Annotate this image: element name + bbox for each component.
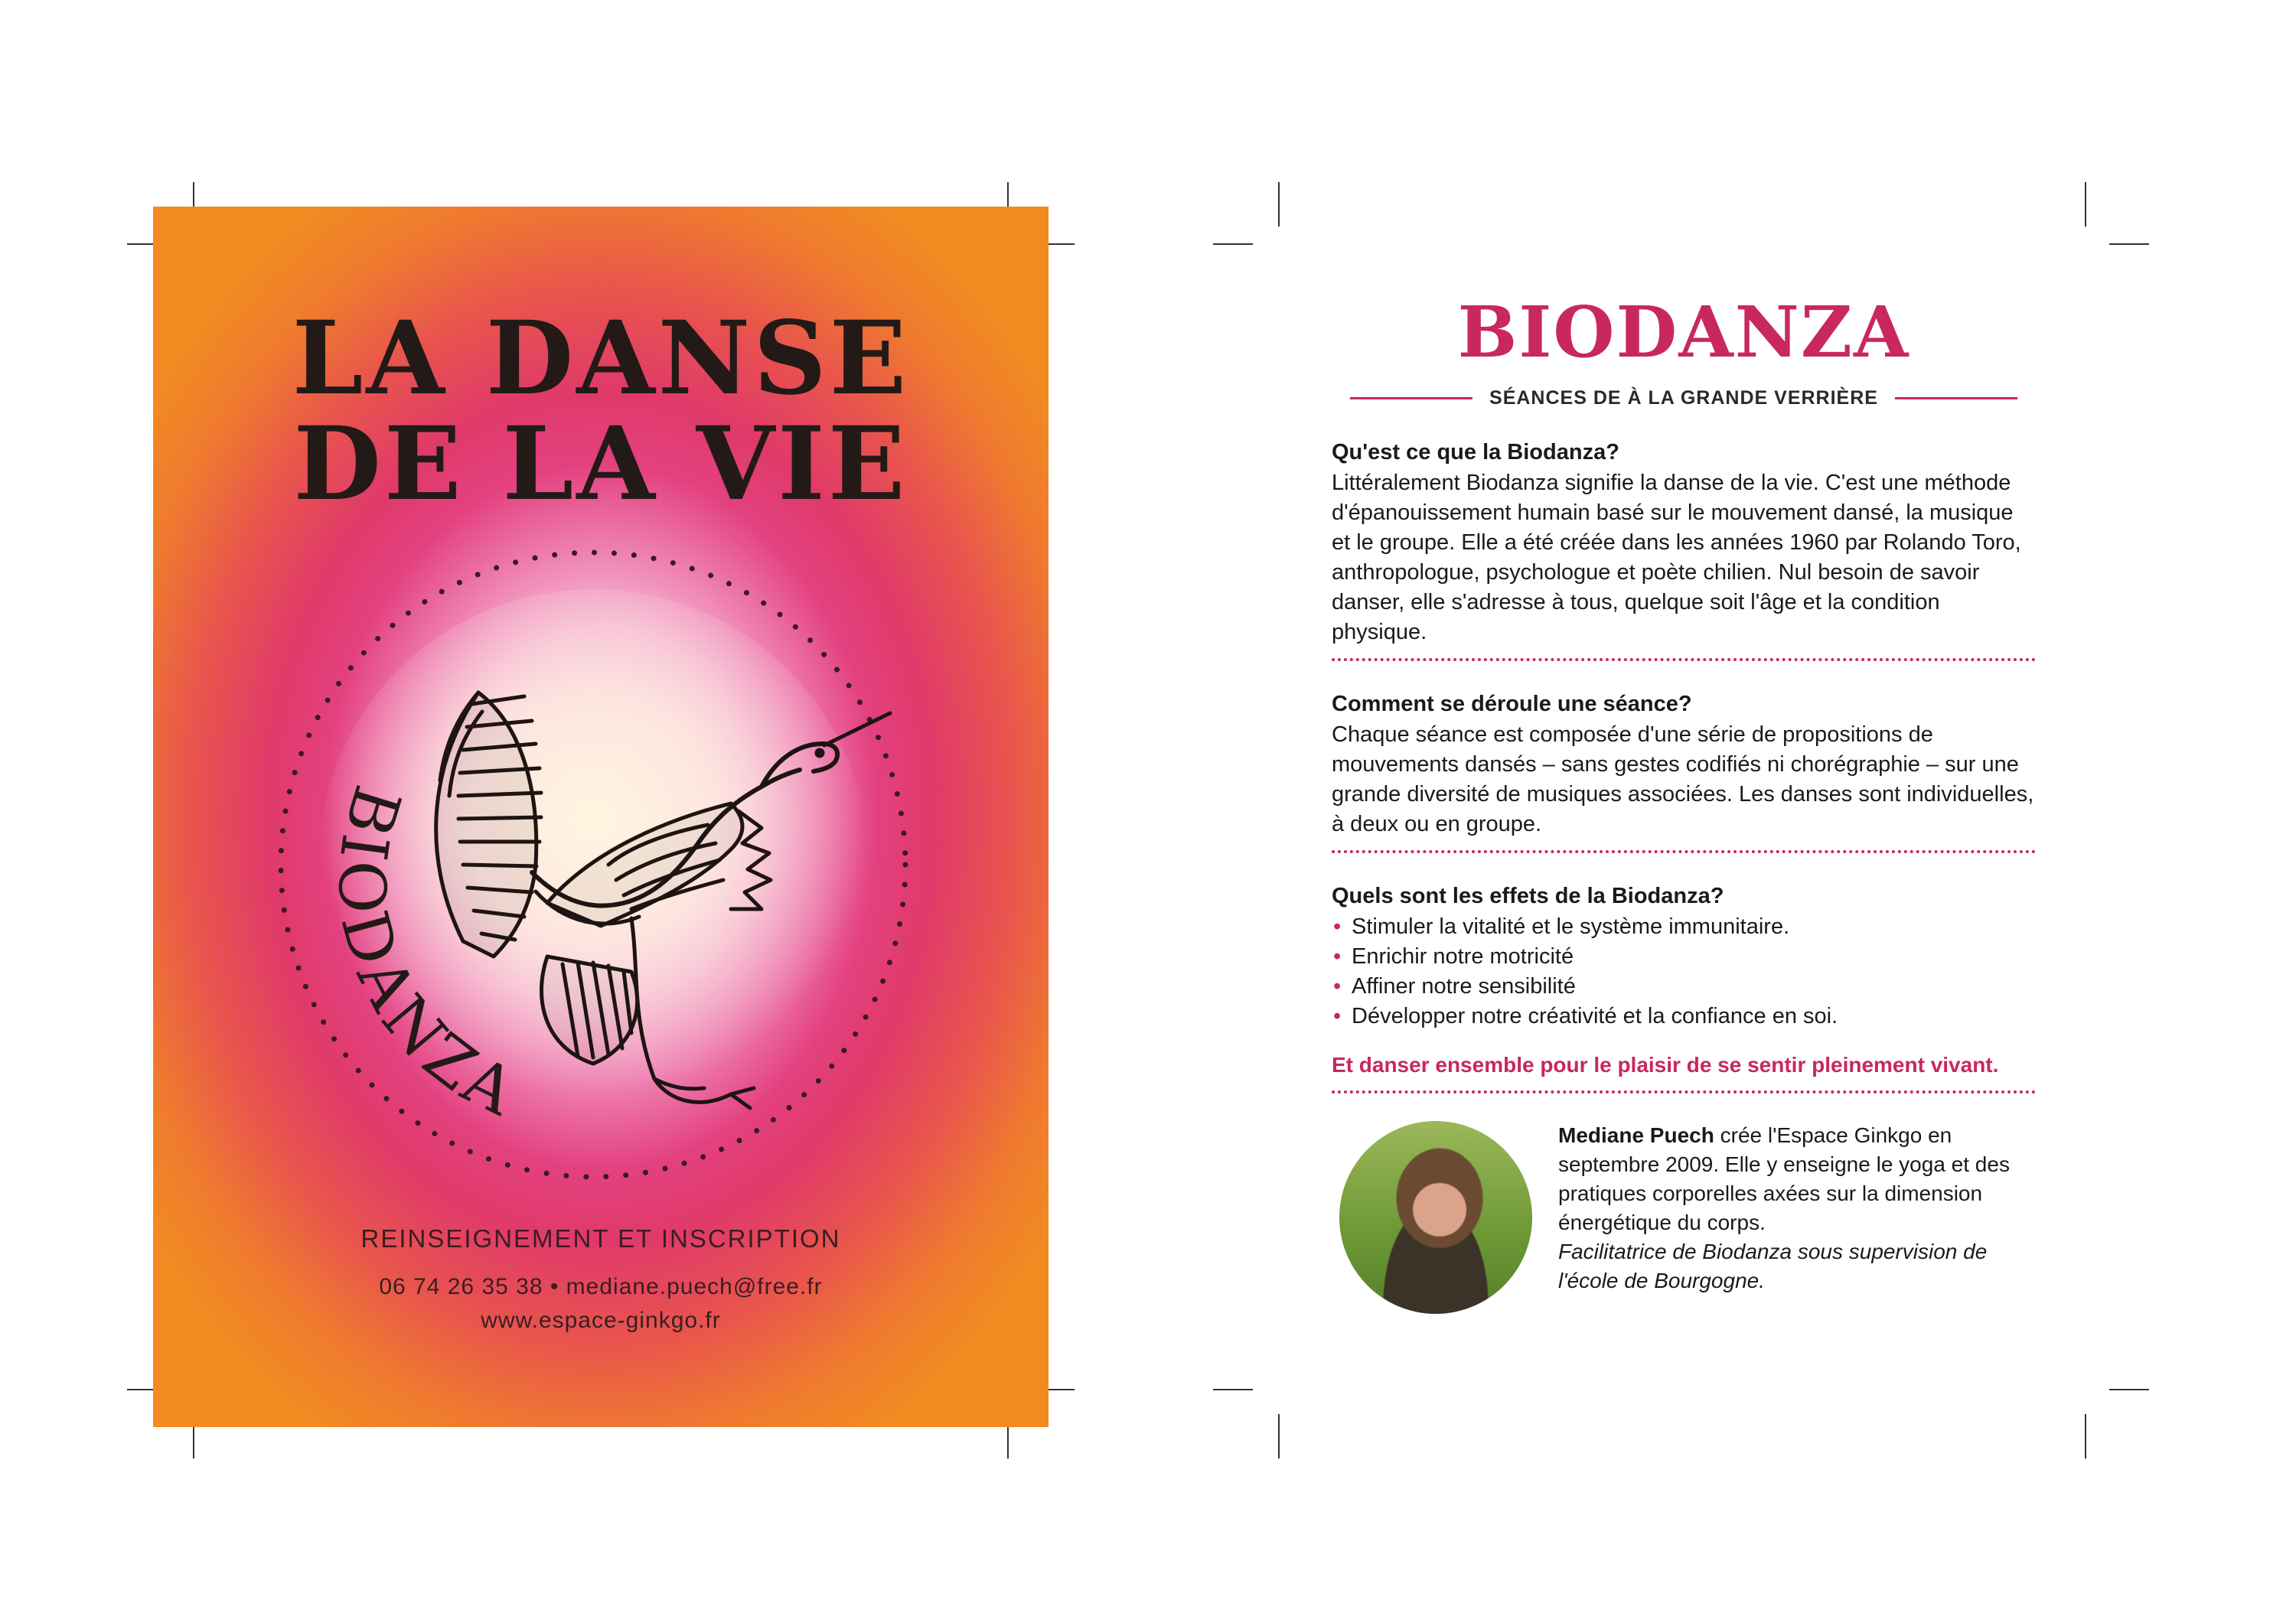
- section-heading: Quels sont les effets de la Biodanza?: [1332, 884, 1724, 908]
- section-how: [1332, 692, 2036, 853]
- title-line-1: LA DANSE: [292, 299, 910, 418]
- bio-row: [1332, 1121, 2036, 1314]
- section-heading: Comment se déroule une séance?: [1332, 692, 1692, 716]
- bio-body: crée l'Espace Ginkgo en septembre 2009. Elle y enseigne le yoga et des pratiques corporelles axées sur la dimension énergétique du corps.: [1558, 1123, 2010, 1234]
- bullet-icon: •: [1333, 1004, 1342, 1028]
- bullet-icon: •: [1333, 974, 1342, 999]
- crop-mark: [1213, 243, 1253, 245]
- dotted-divider: [1332, 658, 2036, 661]
- flyer-front: [153, 207, 1049, 1427]
- crop-mark: [2085, 182, 2086, 227]
- list-item-text: Enrichir notre motricité: [1352, 944, 1574, 969]
- avatar: [1339, 1121, 1532, 1314]
- list-item: [1332, 972, 2036, 1002]
- bio-note: Facilitatrice de Biodanza sous supervision de l'école de Bourgogne.: [1558, 1240, 1988, 1292]
- contact-heading: REINSEIGNEMENT ET INSCRIPTION: [360, 1224, 841, 1253]
- contact-website: www.espace-ginkgo.fr: [481, 1308, 721, 1333]
- section-heading: Qu'est ce que la Biodanza?: [1332, 440, 1619, 464]
- bullet-icon: •: [1333, 944, 1342, 969]
- section-body: Chaque séance est composée d'une série de propositions de mouvements dansés – sans gestes codifiés ni chorégraphie – sur une grande diversité de musiques associées. Les danses sont individuelles, à deux ou en groupe.: [1332, 722, 2034, 836]
- subtitle-row: [1332, 387, 2036, 409]
- flyer-back: [1332, 291, 2036, 1314]
- crop-mark: [1213, 1389, 1253, 1390]
- bio-paragraph: [1558, 1121, 2036, 1237]
- section-body: Littéralement Biodanza signifie la danse de la vie. C'est une méthode d'épanouissement humain basé sur le mouvement dansé, la musique et le groupe. Elle a été créée dans les années 1960 par Rolando Toro, anthropologue, psychologue et poète chilien. Nul besoin de savoir danser, elle s'adresse à tous, quelque soit l'âge et la condition physique.: [1332, 471, 2021, 644]
- dotted-divider: [1332, 1090, 2036, 1093]
- divider-line: [1350, 397, 1473, 399]
- heron-emblem: [272, 543, 915, 1186]
- bullet-icon: •: [1333, 914, 1342, 939]
- bio-name: Mediane Puech: [1558, 1123, 1714, 1147]
- contact-block: [153, 1224, 1049, 1338]
- brand-title: BIODANZA: [1457, 291, 1910, 373]
- section-what-is: [1332, 440, 2036, 661]
- list-item: [1332, 942, 2036, 972]
- dotted-divider: [1332, 850, 2036, 853]
- contact-phone-email: 06 74 26 35 38 • mediane.puech@free.fr: [379, 1274, 823, 1299]
- emblem-text: BIODANZA: [323, 777, 530, 1133]
- crop-mark: [1278, 1414, 1280, 1458]
- list-item: [1332, 912, 2036, 942]
- crop-mark: [2085, 1414, 2086, 1458]
- list-item-text: Affiner notre sensibilité: [1352, 974, 1576, 999]
- divider-line: [1895, 397, 2017, 399]
- list-item-text: Stimuler la vitalité et le système immunitaire.: [1352, 914, 1790, 939]
- section-effects: [1332, 884, 2036, 1093]
- list-item: [1332, 1002, 2036, 1031]
- effects-list: [1332, 912, 2036, 1031]
- subtitle: SÉANCES DE À LA GRANDE VERRIÈRE: [1489, 387, 1878, 409]
- list-item-text: Développer notre créativité et la confiance en soi.: [1352, 1004, 1838, 1028]
- bio-text: [1558, 1121, 2036, 1295]
- closing-line: Et danser ensemble pour le plaisir de se sentir pleinement vivant.: [1332, 1053, 1999, 1077]
- crop-mark: [1278, 182, 1280, 227]
- crop-mark: [2109, 1389, 2149, 1390]
- flyer-title: [153, 299, 1049, 523]
- title-line-2: DE LA VIE: [293, 405, 908, 523]
- crop-mark: [2109, 243, 2149, 245]
